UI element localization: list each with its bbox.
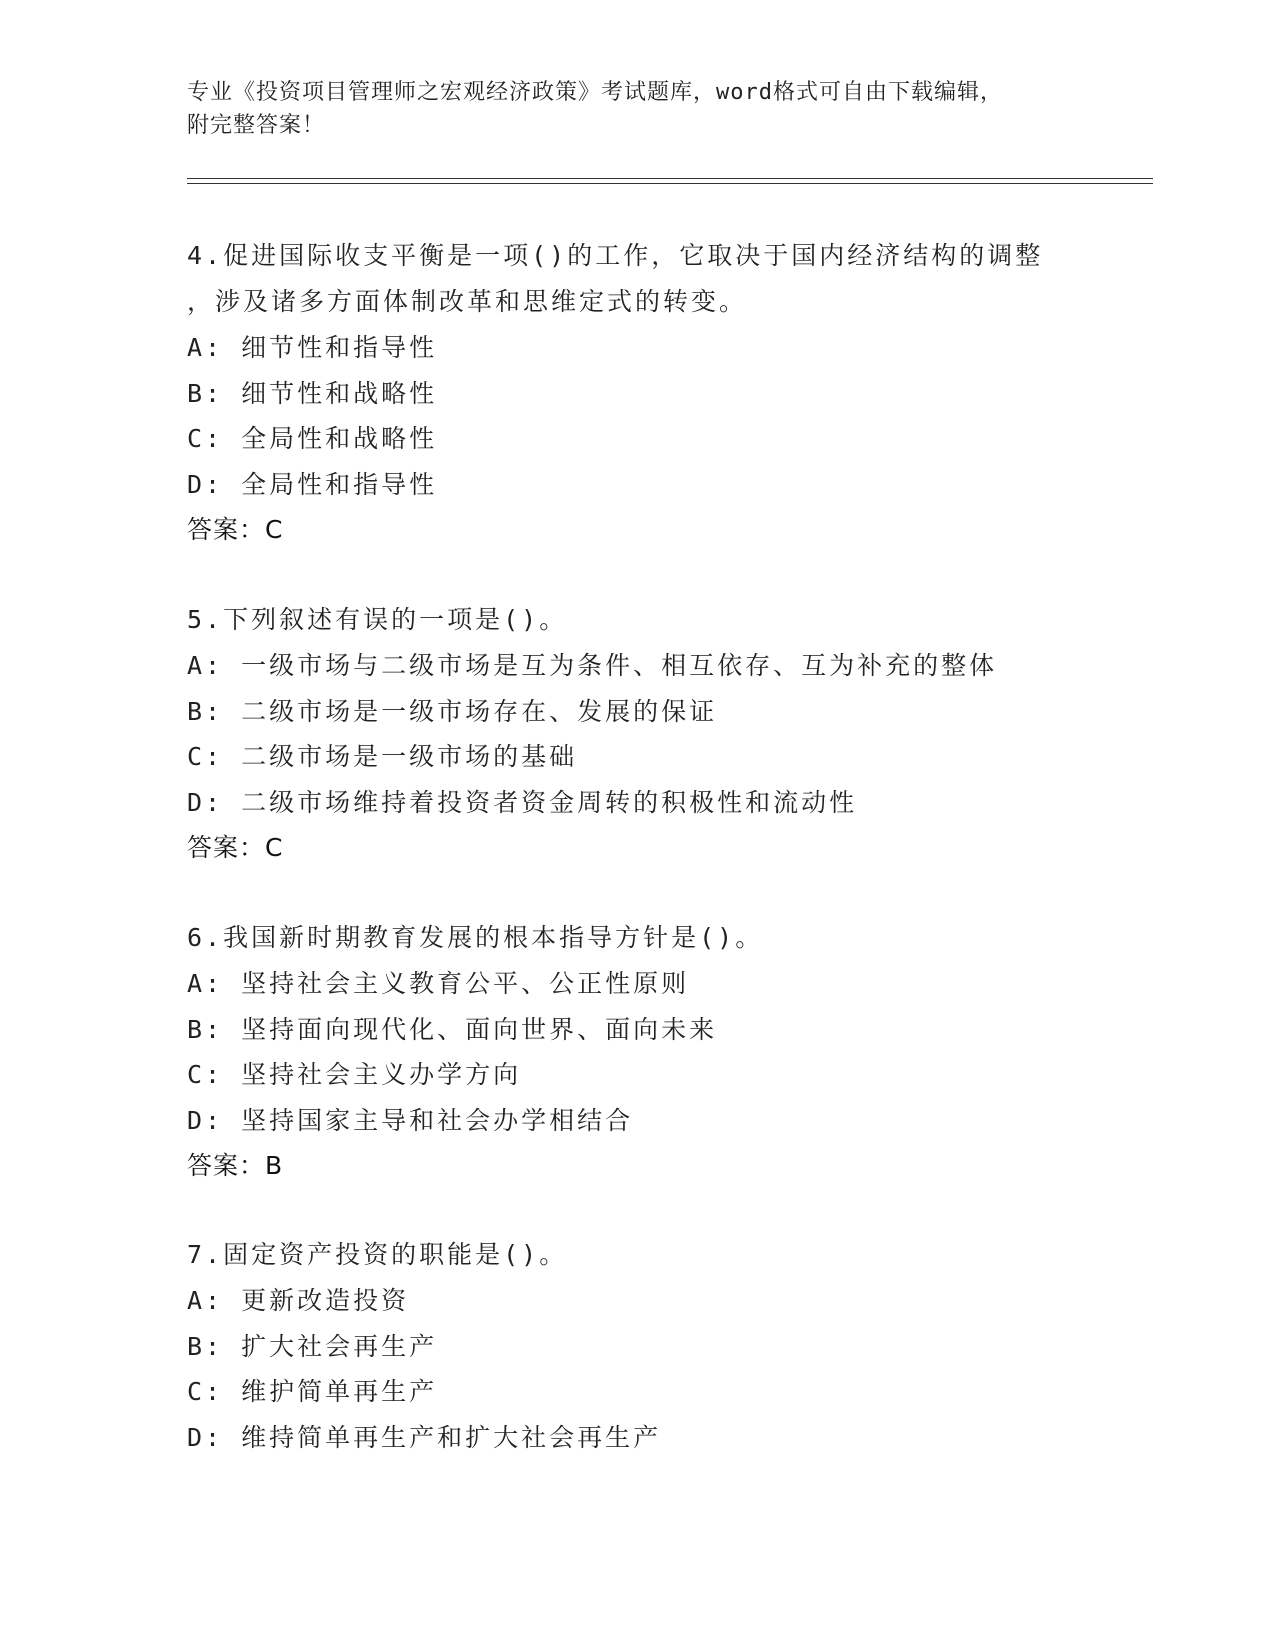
question-4 [187,233,1087,553]
option-a: A: 更新改造投资 [187,1286,410,1315]
option-b: B: 坚持面向现代化、面向世界、面向未来 [187,1014,718,1044]
answer-line: 答案：B [187,1151,284,1180]
question-stem-line: 7.固定资产投资的职能是()。 [187,1240,568,1269]
option-c: C: 维护简单再生产 [187,1377,438,1406]
option-b: B: 扩大社会再生产 [187,1331,438,1361]
option-d: D: 二级市场维持着投资者资金周转的积极性和流动性 [187,787,858,817]
option-c: C: 二级市场是一级市场的基础 [187,742,578,771]
header-line-1: 专业《投资项目管理师之宏观经济政策》考试题库，word格式可自由下载编辑， [187,80,1003,105]
question-5 [187,597,1087,871]
option-a: A: 坚持社会主义教育公平、公正性原则 [187,969,690,998]
header-line-2: 附完整答案！ [187,113,326,138]
question-stem-line: 5.下列叙述有误的一项是()。 [187,605,568,634]
question-stem-line: ，涉及诸多方面体制改革和思维定式的转变。 [187,287,748,316]
answer-line: 答案：C [187,515,284,544]
question-stem-line: 4.促进国际收支平衡是一项()的工作，它取决于国内经济结构的调整 [187,241,1044,270]
option-a: A: 一级市场与二级市场是互为条件、相互依存、互为补充的整体 [187,651,998,680]
header-divider-top [187,178,1153,179]
document-header [187,76,1087,142]
option-d: D: 全局性和指导性 [187,469,438,499]
option-d: D: 维持简单再生产和扩大社会再生产 [187,1422,662,1452]
option-c: C: 坚持社会主义办学方向 [187,1060,522,1089]
question-7 [187,1232,1087,1460]
option-d: D: 坚持国家主导和社会办学相结合 [187,1105,634,1135]
answer-line: 答案：C [187,833,284,862]
option-b: B: 细节性和战略性 [187,378,438,408]
question-6 [187,915,1087,1189]
option-a: A: 细节性和指导性 [187,333,438,362]
option-c: C: 全局性和战略性 [187,424,438,453]
question-stem-line: 6.我国新时期教育发展的根本指导方针是()。 [187,923,764,952]
option-b: B: 二级市场是一级市场存在、发展的保证 [187,696,718,726]
header-divider-bottom [187,183,1153,184]
